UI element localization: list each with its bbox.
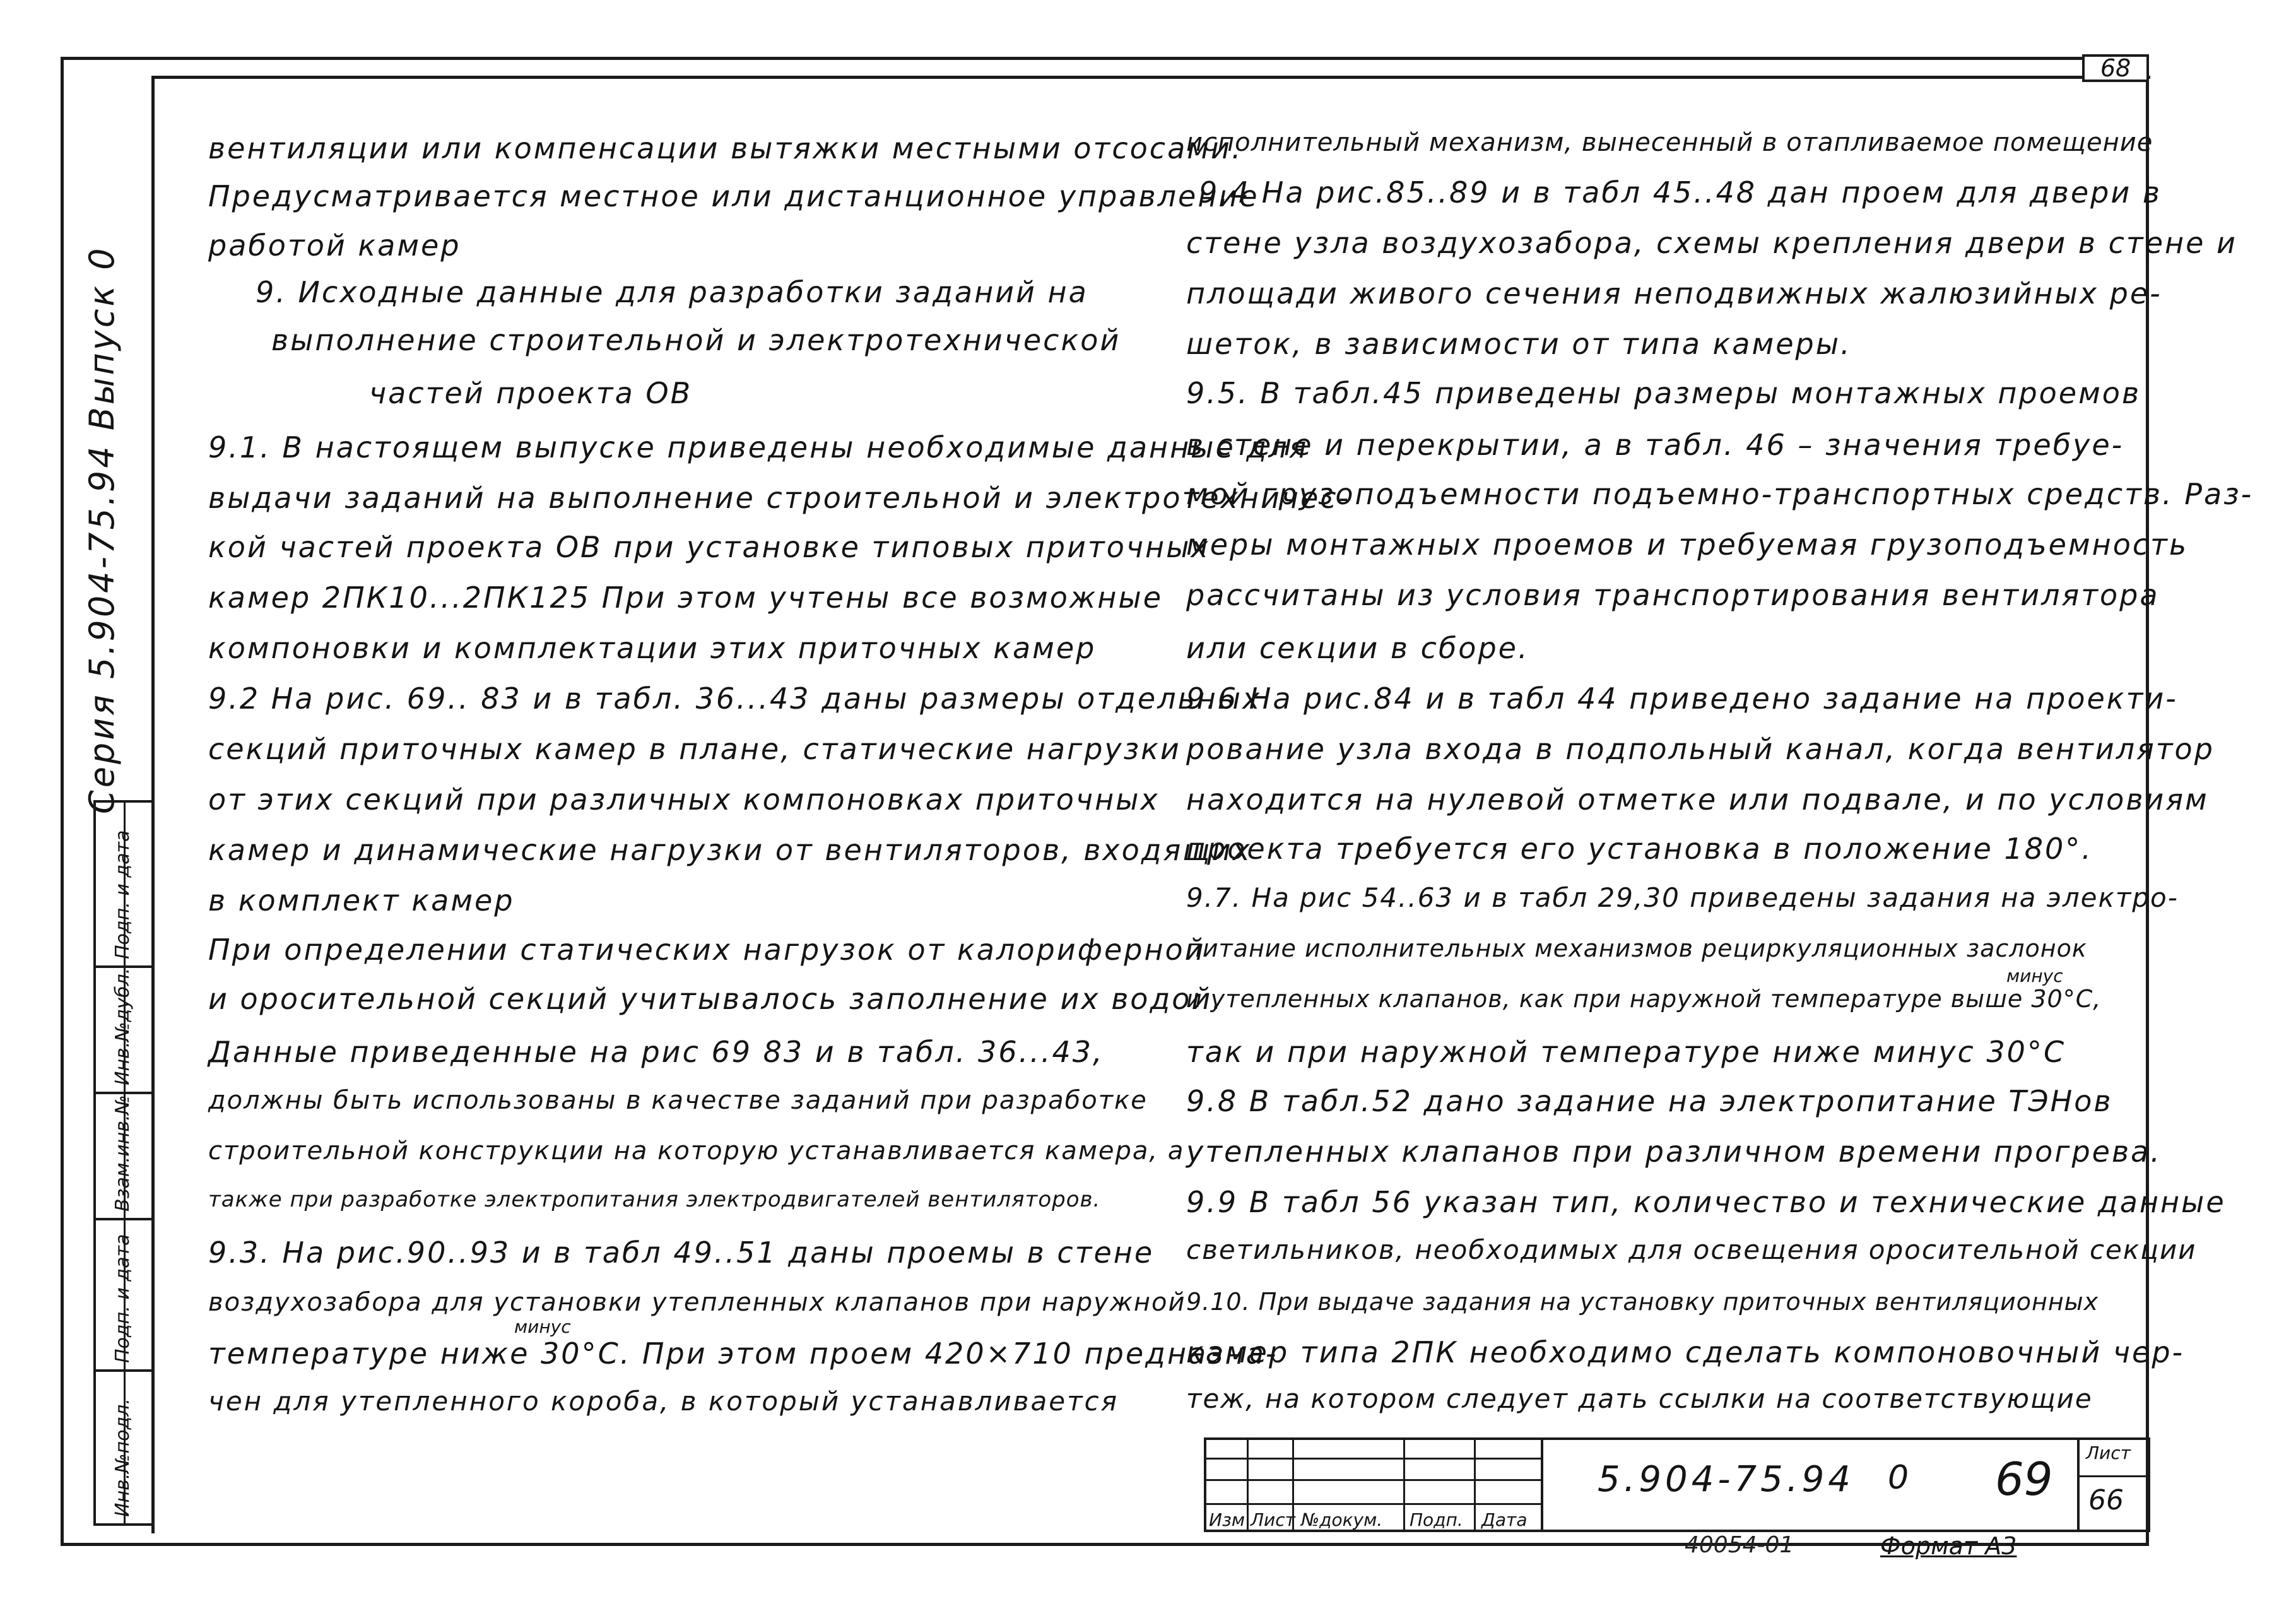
section-heading: 9. Исходные данные для разработки заданий на	[256, 275, 1088, 309]
label-sign: Подп.	[1410, 1509, 1463, 1530]
label-list: Лист	[1251, 1509, 1295, 1530]
text-line: также при разработке электропитания электродвигателей вентиляторов.	[208, 1187, 1101, 1212]
revision-grid	[1206, 1440, 1541, 1530]
text-line: питание исполнительных механизмов рециркуляционных заслонок	[1186, 935, 2087, 962]
text-line: светильников, необходимых для освещения оросительной секции	[1186, 1234, 2197, 1265]
section-heading: выполнение строительной и электротехнической	[271, 323, 1121, 357]
grid-row	[1206, 1479, 1541, 1481]
text-line: меры монтажных проемов и требуемая грузоподъемность	[1186, 528, 2189, 562]
stamp-label: Взам.инв.№	[112, 1095, 134, 1212]
text-line: компоновки и комплектации этих приточных камер	[208, 631, 1097, 665]
text-line: камер 2ПК10...2ПК125 При этом учтены все возможные	[208, 581, 1163, 615]
text-line: площади живого сечения неподвижных жалюзийных ре-	[1186, 276, 2162, 310]
text-line: работой камер	[208, 228, 461, 263]
text-line: и утепленных клапанов, как при наружной температуре выше 30°С,	[1186, 985, 2102, 1013]
sheet-box-divider	[2080, 1475, 2148, 1477]
text-line: утепленных клапанов при различном времени прогрева.	[1186, 1135, 2162, 1169]
grid-col	[1403, 1440, 1405, 1530]
text-line: 9.9 В табл 56 указан тип, количество и технические данные	[1186, 1185, 2226, 1219]
stamp-cell-vzam	[96, 1094, 151, 1220]
document-number: 5.904-75.94	[1598, 1459, 1854, 1500]
corner-sheet-number: 68	[2082, 54, 2149, 82]
sheet-label: Лист	[2086, 1443, 2131, 1463]
section-heading: частей проекта ОВ	[369, 376, 693, 410]
grid-col	[1247, 1440, 1249, 1530]
text-line: температуре ниже 30°С. При этом проем 420×710 предназна-	[208, 1336, 1278, 1371]
stamp-label: Подп. и дата	[112, 830, 134, 959]
label-date: Дата	[1481, 1509, 1528, 1530]
stamp-cell-sign-date-2	[96, 1220, 151, 1372]
text-line: строительной конструкции на которую устанавливается камера, а	[208, 1136, 1185, 1165]
text-line: секций приточных камер в плане, статические нагрузки	[208, 732, 1181, 766]
text-line: 9.10. При выдаче задания на установку приточных вентиляционных	[1186, 1288, 2099, 1316]
label-doc: №докум.	[1301, 1509, 1383, 1530]
text-line: в стене и перекрытии, а в табл. 46 – значения требуе-	[1186, 428, 2124, 462]
text-line: 9.2 На рис. 69.. 83 и в табл. 36...43 даны размеры отдельных	[208, 681, 1262, 716]
text-line: теж, на котором следует дать ссылки на соответствующие	[1186, 1383, 2093, 1414]
side-stamp	[93, 800, 154, 1526]
issue-number: 0	[1888, 1459, 1909, 1497]
stamp-label: Инв.№подл.	[112, 1398, 134, 1517]
title-block-divider	[1541, 1440, 1543, 1530]
stamp-label: Инв.№дубл.	[112, 967, 134, 1085]
grid-row	[1206, 1503, 1541, 1505]
text-line: шеток, в зависимости от типа камеры.	[1186, 327, 1852, 361]
text-line: проекта требуется его установка в положение 180°.	[1186, 832, 2093, 866]
text-line: рассчитаны из условия транспортирования вентилятора	[1186, 578, 2160, 612]
page-number: 69	[1995, 1453, 2053, 1506]
text-line: исполнительный механизм, вынесенный в отапливаемое помещение	[1186, 128, 2153, 157]
text-line: 9.7. На рис 54..63 и в табл 29,30 приведены задания на электро-	[1186, 882, 2179, 913]
label-izm: Изм	[1209, 1509, 1245, 1530]
format-label: Формат А3	[1880, 1532, 2017, 1560]
text-line: При определении статических нагрузок от калориферной	[208, 933, 1206, 967]
text-line: камер типа 2ПК необходимо сделать компоновочный чер-	[1186, 1335, 2185, 1369]
side-series-label: Серия 5.904-75.94 Выпуск 0	[82, 245, 122, 814]
text-line: от этих секций при различных компоновках приточных	[208, 782, 1160, 817]
minus-superscript: минус	[2006, 965, 2063, 986]
text-line: Данные приведенные на рис 69 83 и в табл. 36...43,	[208, 1035, 1104, 1069]
text-line: 9.4 На рис.85..89 и в табл 45..48 дан проем для двери в	[1199, 175, 2162, 209]
text-line: и оросительной секций учитывалось заполнение их водой.	[208, 982, 1223, 1016]
text-line: так и при наружной температуре ниже минус 30°С	[1186, 1035, 2066, 1069]
text-line: 9.1. В настоящем выпуске приведены необходимые данные для	[208, 430, 1309, 464]
text-line: находится на нулевой отметке или подвале, и по условиям	[1186, 782, 2209, 817]
grid-row	[1206, 1458, 1541, 1460]
text-line: рование узла входа в подпольный канал, когда вентилятор	[1186, 732, 2215, 766]
text-line: кой частей проекта ОВ при установке типовых приточных	[208, 530, 1210, 564]
title-block	[1204, 1437, 2150, 1532]
sheet-box	[2077, 1440, 2148, 1530]
text-line: 9.5. В табл.45 приведены размеры монтажных проемов	[1186, 376, 2141, 410]
text-line: 9.6 На рис.84 и в табл 44 приведено задание на проекти-	[1186, 681, 2178, 716]
grid-col	[1474, 1440, 1476, 1530]
minus-superscript: минус	[514, 1316, 571, 1337]
text-line: должны быть использованы в качестве заданий при разработке	[208, 1086, 1148, 1115]
text-line: мой грузоподъемности подъемно-транспортных средств. Раз-	[1186, 477, 2254, 511]
stamp-cell-dubl	[96, 968, 151, 1094]
text-line: выдачи заданий на выполнение строительной и электротехничес-	[208, 481, 1351, 515]
inventory-number: 40054-01	[1685, 1532, 1794, 1558]
text-line: 9.3. На рис.90..93 и в табл 49..51 даны проемы в стене	[208, 1236, 1155, 1270]
text-line: 9.8 В табл.52 дано задание на электропитание ТЭНов	[1186, 1084, 2113, 1118]
text-line: вентиляции или компенсации вытяжки местными отсосами.	[208, 131, 1243, 165]
stamp-cell-inv	[96, 1372, 151, 1523]
text-line: в комплект камер	[208, 883, 515, 918]
text-line: чен для утепленного короба, в который устанавливается	[208, 1386, 1119, 1417]
stamp-cell-sign-date-1	[96, 803, 151, 968]
stamp-label: Подп. и дата	[112, 1234, 134, 1363]
sheet-value: 66	[2088, 1484, 2124, 1516]
text-line: стене узла воздухозабора, схемы крепления двери в стене и	[1186, 226, 2237, 260]
text-line: или секции в сборе.	[1186, 631, 1529, 665]
text-line: камер и динамические нагрузки от вентиляторов, входящих	[208, 833, 1252, 867]
text-line: Предусматривается местное или дистанционное управление	[208, 179, 1259, 213]
text-line: воздухозабора для установки утепленных клапанов при наружной	[208, 1288, 1186, 1317]
